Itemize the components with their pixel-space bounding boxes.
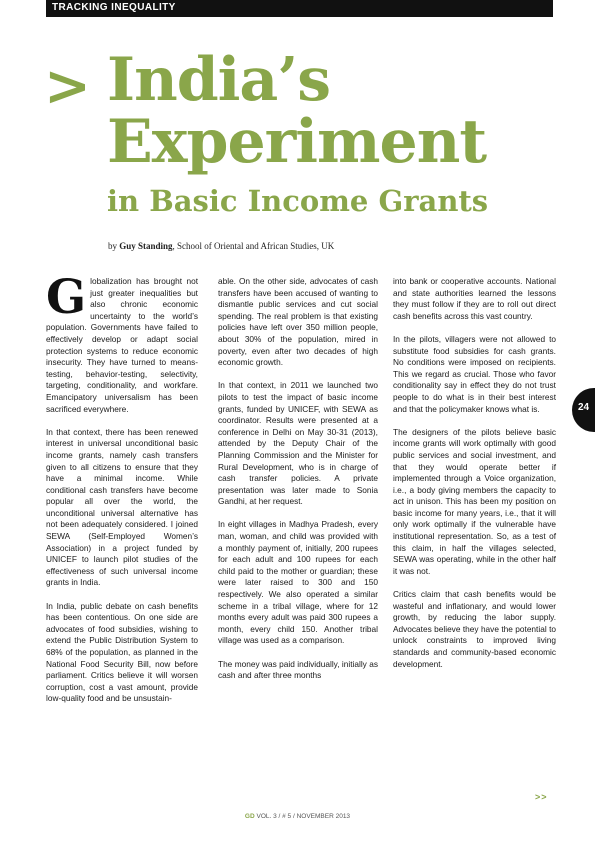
byline: [108, 241, 334, 251]
paragraph: In the pilots, villagers were not allowed to substitute food subsidies for cash grants. No conditions were imposed on recipients. This we regard as crucial. Those who favor conditionality say in effect they do not trust people to do what is in their best interest and that the policymaker knows what is.: [393, 333, 556, 414]
section-label: TRACKING INEQUALITY: [52, 2, 176, 13]
byline-prefix: by: [108, 241, 120, 251]
paragraph: In eight villages in Madhya Pradesh, every man, woman, and child was provided with a monthly payment of, initially, 200 rupees for each adult and 100 rupees for each child paid to the mother or guardian; these were later raised to 300 and 150 respectively. We also operated a similar scheme in a tribal village, where for 12 months every adult was paid 300 rupees a month, every child 150. Another tribal village was used as a comparison.: [218, 519, 378, 646]
paragraph: The designers of the pilots believe basic income grants will work optimally with good public services and social investment, and that they would operate better if implemented through a Voice organization, i.e., a body giving members the capacity to act in unison. This has been my position on basic income for many years, i.e., that it will only work optimally if the vulnerable have institutional representation. So, as a test of this claim, in half the villages selected, SEWA was operating, while in the other half it was not.: [393, 426, 556, 576]
continue-marker: >>: [535, 792, 548, 802]
paragraph: Critics claim that cash benefits would be wasteful and inflationary, and would lower growth, by reducing the labor supply. Advocates believe they have the potential to unlock constraints to improved living standards and community-based economic development.: [393, 589, 556, 669]
drop-cap: G: [46, 270, 87, 325]
paragraph: The money was paid individually, initially as cash and after three months: [218, 658, 378, 681]
article-column-3: [393, 276, 556, 682]
title-line-2: Experiment: [107, 107, 487, 177]
paragraph: into bank or cooperative accounts. National and state authorities learned the lessons they must follow if they are to roll out direct cash benefits across this vast country.: [393, 276, 556, 321]
article-column-2: [218, 276, 378, 693]
page-number: 24: [578, 402, 590, 413]
section-header-bar: [46, 0, 553, 17]
footer: [0, 813, 595, 820]
footer-issue: VOL. 3 / # 5 / NOVEMBER 2013: [254, 813, 351, 820]
title-line-1: India’s: [107, 45, 330, 115]
author-name: Guy Standing: [119, 241, 173, 251]
article-subtitle: in Basic Income Grants: [107, 184, 489, 218]
paragraph: Globalization has brought not just greater inequalities but also chronic economic uncertainty to the world’s population. Governments have failed to effectively develop or adapt social protection systems to reduce economic insecurity. They have turned to means-testing, behavior-testing, selectivity, targeting, conditionality, and workfare. Emancipatory universalism has been sacrificed everywhere.: [46, 270, 198, 414]
author-affiliation: , School of Oriental and African Studies, UK: [172, 241, 335, 251]
paragraph: In India, public debate on cash benefits has been contentious. On one side are advocates of food subsidies, wishing to extend the Public Distribution System to 68% of the population, as planned in the National Food Security Bill, now before parliament. Critics believe it will worsen corruption, cost a vast amount, provide low-quality food and be unsustain-: [46, 600, 198, 704]
footer-brand: GD: [244, 813, 255, 820]
article-column-1: [46, 270, 198, 717]
paragraph: able. On the other side, advocates of cash transfers have been accused of wanting to dismantle public services and cut social spending. The real problem is that existing policies have left over 350 million people, about 30% of the population, mired in poverty, even after two decades of high economic growth.: [218, 276, 378, 368]
paragraph: In that context, in 2011 we launched two pilots to test the impact of basic income grants, funded by UNICEF, with SEWA as coordinator. Results were presented at a conference in Delhi on May 30-31 (2013), attended by the Deputy Chair of the Planning Commission and the Minister for Rural Development, who is in charge of cash transfer policies. A private presentation was later made to Sonia Gandhi, at her request.: [218, 380, 378, 507]
paragraph: In that context, there has been renewed interest in universal unconditional basic income grants, namely cash transfers given to all citizens to ensure that they have a minimal income. While conditional cash transfers have become popular all over the world, the unconditional universal alternative has not been adequately considered. I joined SEWA (Self-Employed Women’s Association) in a project funded by UNICEF to launch pilot studies of the effectiveness of such universal income grants in India.: [46, 426, 198, 588]
title-chevron: >: [44, 53, 91, 119]
